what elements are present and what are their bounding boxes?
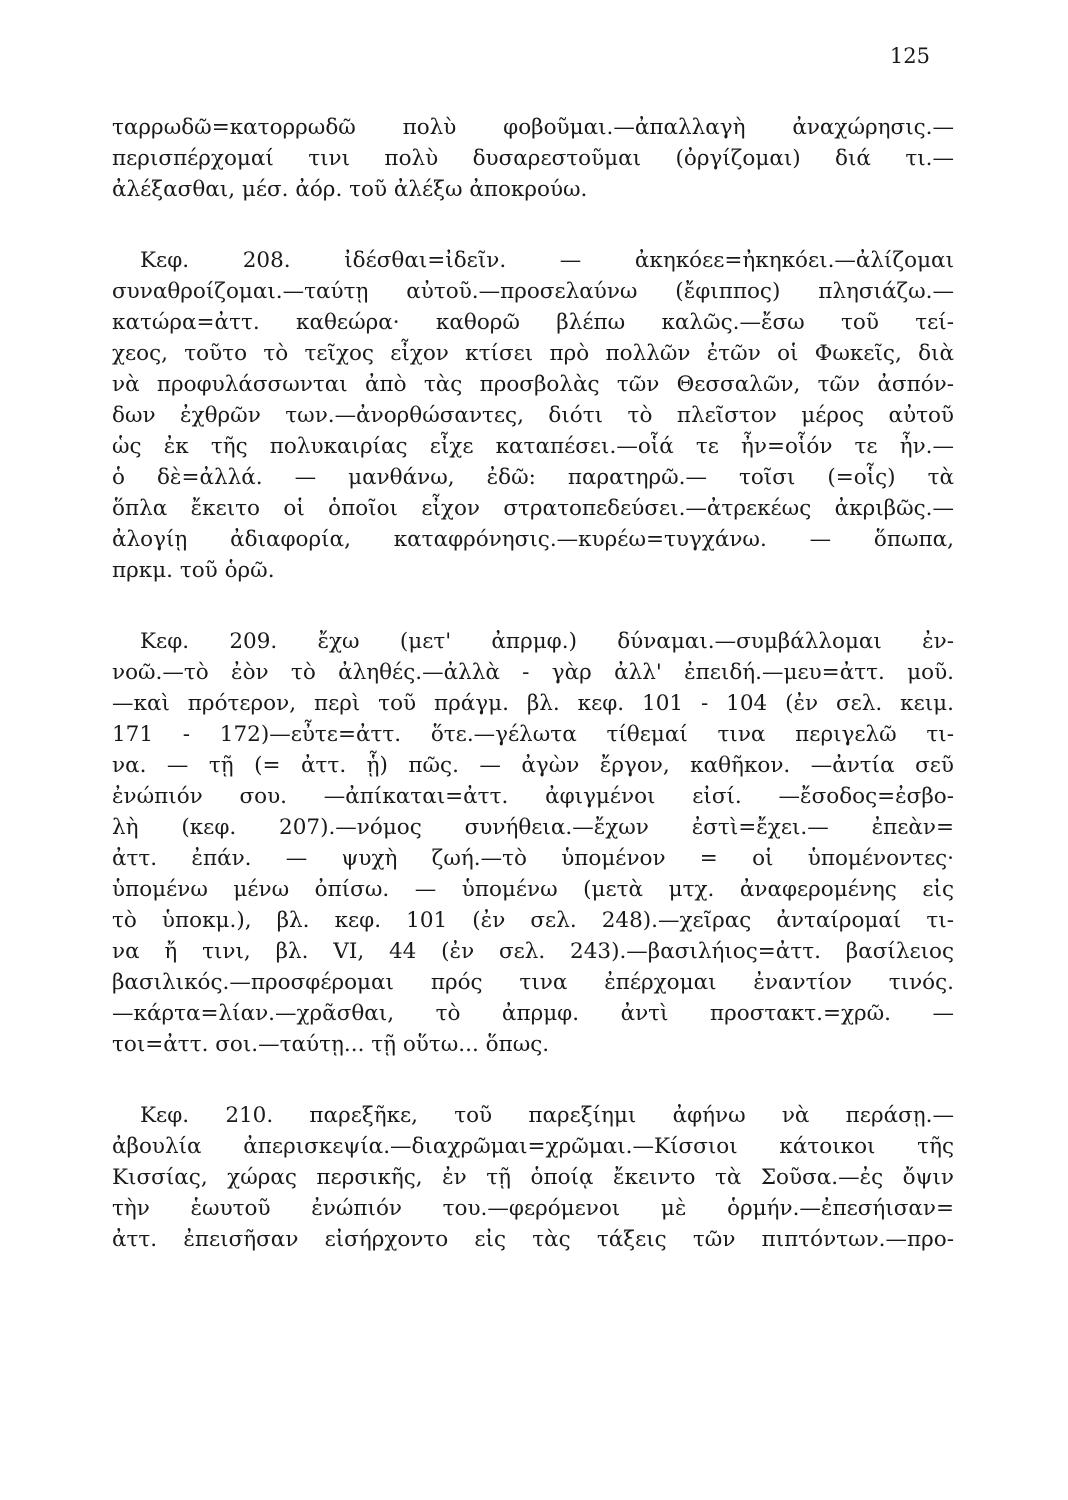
text-line: ὅπλα ἔκειτο οἱ ὁποῖοι εἶχον στρατοπεδεύσει.—ἀτρεκέως ἀκριβῶς.— (112, 496, 954, 521)
text-line: βασιλικός.—προσφέρομαι πρός τινα ἐπέρχομαι ἐναντίον τινός. (112, 970, 954, 995)
text-line: ἐνώπιόν σου. —ἀπίκαται=ἀττ. ἀφιγμένοι εἰσί. —ἔσοδος=ἐσβο- (112, 784, 954, 809)
page-number: 125 (889, 44, 930, 68)
text-line: νοῶ.—τὸ ἐὸν τὸ ἀληθές.—ἀλλὰ - γὰρ ἀλλ' ἐπειδή.—μευ=ἀττ. μοῦ. (112, 660, 954, 685)
text-line: περισπέρχομαί τινι πολὺ δυσαρεστοῦμαι (ὀργίζομαι) διά τι.— (112, 146, 954, 171)
text-line: ὡς ἐκ τῆς πολυκαιρίας εἶχε καταπέσει.—οἷά τε ἦν=οἷόν τε ἦν.— (112, 434, 954, 459)
text-line: δων ἐχθρῶν των.—ἀνορθώσαντες, διότι τὸ πλεῖστον μέρος αὐτοῦ (112, 403, 954, 428)
text-line: ὁ δὲ=ἀλλά. — μανθάνω, ἐδῶ: παρατηρῶ.— τοῖσι (=οἷς) τὰ (112, 465, 954, 490)
text-line: ἀλογίῃ ἀδιαφορία, καταφρόνησις.—κυρέω=τυγχάνω. — ὅπωπα, (112, 527, 954, 552)
text-line: ἀττ. ἐπεισῆσαν εἰσήρχοντο εἰς τὰς τάξεις τῶν πιπτόντων.—προ- (112, 1227, 954, 1252)
text-line: χεος, τοῦτο τὸ τεῖχος εἶχον κτίσει πρὸ πολλῶν ἐτῶν οἱ Φωκεῖς, διὰ (112, 341, 954, 366)
text-line: να. — τῇ (= ἀττ. ᾗ) πῶς. — ἀγὼν ἔργον, καθῆκον. —ἀντία σεῦ (112, 753, 954, 778)
paragraph-gap (112, 205, 954, 245)
text-line: τὸ ὑποκμ.), βλ. κεφ. 101 (ἐν σελ. 248).—χεῖρας ἀνταίρομαί τι- (112, 908, 954, 933)
text-line: Κεφ. 209. ἔχω (μετ' ἀπρμφ.) δύναμαι.—συμβάλλομαι ἐν- (140, 629, 954, 654)
text-line: τὴν ἑωυτοῦ ἐνώπιόν του.—φερόμενοι μὲ ὁρμήν.—ἐπεσήισαν= (112, 1196, 954, 1221)
text-line: ἀλέξασθαι, μέσ. ἀόρ. τοῦ ἀλέξω ἀποκρούω. (112, 177, 588, 202)
text-line: νὰ προφυλάσσωνται ἀπὸ τὰς προσβολὰς τῶν Θεσσαλῶν, τῶν ἀσπόν- (112, 372, 954, 397)
text-line: 171 - 172)—εὖτε=ἀττ. ὅτε.—γέλωτα τίθεμαί τινα περιγελῶ τι- (112, 722, 954, 747)
text-line: —κάρτα=λίαν.—χρᾶσθαι, τὸ ἀπρμφ. ἀντὶ προστακτ.=χρῶ. — (112, 1001, 954, 1026)
text-line: πρκμ. τοῦ ὁρῶ. (112, 558, 275, 583)
text-line: Κεφ. 210. παρεξῆκε, τοῦ παρεξίημι ἀφήνω νὰ περάσῃ.— (140, 1103, 954, 1128)
commentary-text (112, 112, 954, 1255)
text-line: ἀττ. ἐπάν. — ψυχὴ ζωή.—τὸ ὑπομένον = οἱ ὑπομένοντες· (112, 846, 954, 871)
text-line: ὑπομένω μένω ὀπίσω. — ὑπομένω (μετὰ μτχ. ἀναφερομένης εἰς (112, 877, 954, 902)
text-line: να ἤ τινι, βλ. VI, 44 (ἐν σελ. 243).—βασιλήιος=ἀττ. βασίλειος (112, 939, 954, 964)
text-line: λὴ (κεφ. 207).—νόμος συνήθεια.—ἔχων ἐστὶ=ἔχει.— ἐπεὰν= (112, 815, 954, 840)
text-line: Κισσίας, χώρας περσικῆς, ἐν τῇ ὁποίᾳ ἔκειντο τὰ Σοῦσα.—ἐς ὄψιν (112, 1165, 954, 1190)
text-line: τοι=ἀττ. σοι.—ταύτῃ... τῇ οὕτω... ὅπως. (112, 1032, 550, 1057)
paragraph-gap (112, 586, 954, 626)
text-line: ἀβουλία ἀπερισκεψία.—διαχρῶμαι=χρῶμαι.—Κίσσιοι κάτοικοι τῆς (112, 1134, 954, 1159)
text-line: ταρρωδῶ=κατορρωδῶ πολὺ φοβοῦμαι.—ἀπαλλαγὴ ἀναχώρησις.— (112, 115, 954, 140)
paragraph-gap (112, 1060, 954, 1100)
text-line: συναθροίζομαι.—ταύτῃ αὐτοῦ.—προσελαύνω (ἔφιππος) πλησιάζω.— (112, 279, 954, 304)
text-line: κατώρα=ἀττ. καθεώρα· καθορῶ βλέπω καλῶς.—ἔσω τοῦ τεί- (112, 310, 954, 335)
text-line: —καὶ πρότερον, περὶ τοῦ πράγμ. βλ. κεφ. 101 - 104 (ἐν σελ. κειμ. (112, 691, 954, 716)
text-line: Κεφ. 208. ἰδέσθαι=ἰδεῖν. — ἀκηκόεε=ἠκηκόει.—ἀλίζομαι (140, 248, 954, 273)
